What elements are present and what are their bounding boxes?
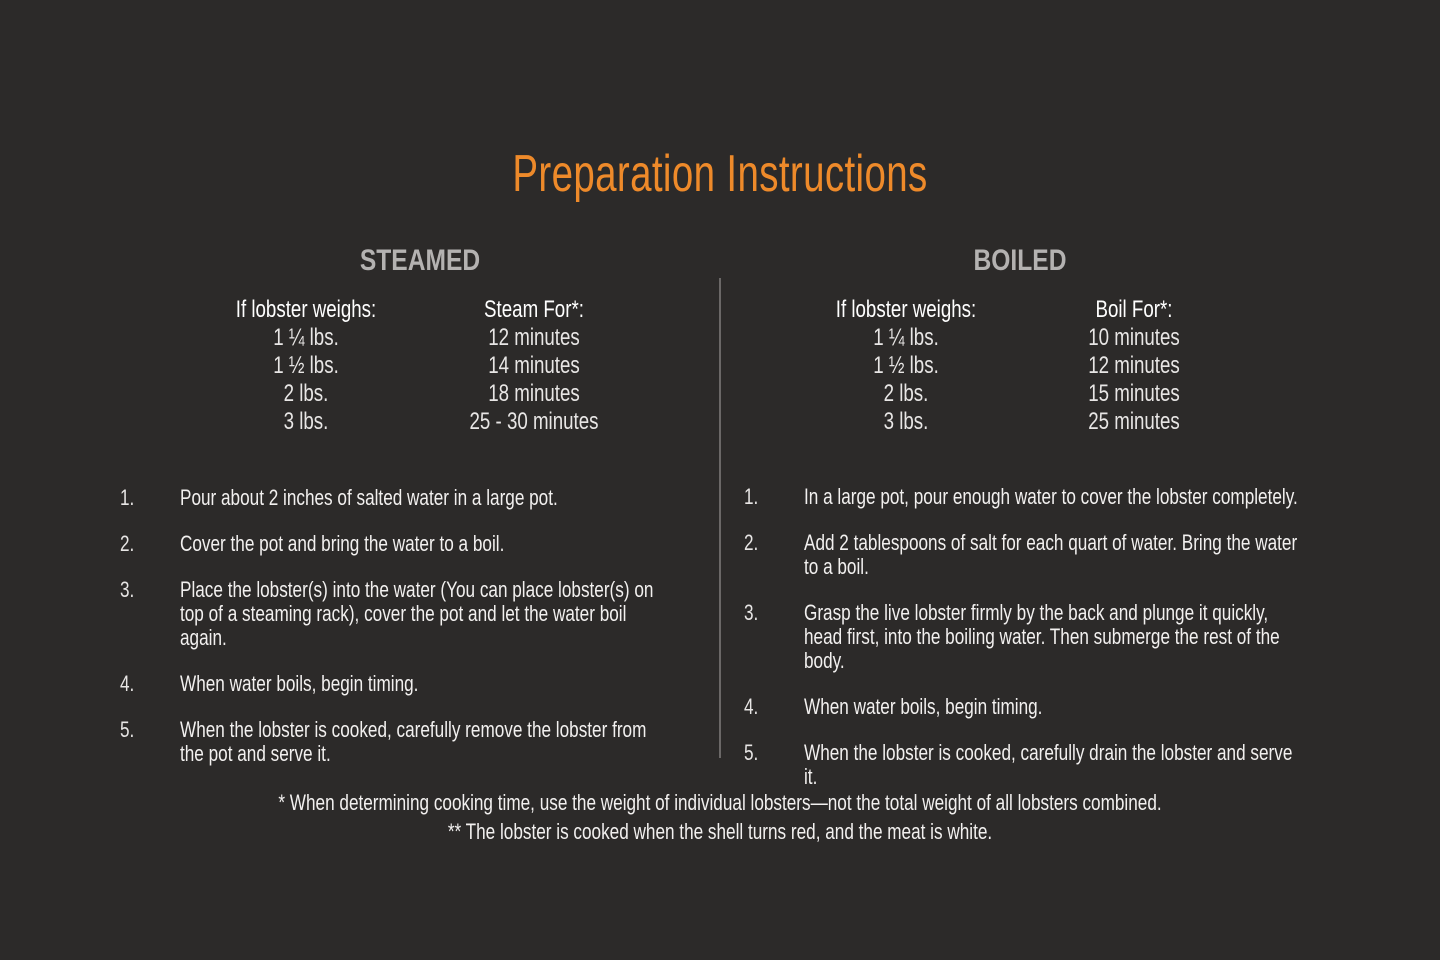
- steamed-weight-cell: 2 lbs.: [283, 380, 329, 407]
- steamed-heading: STEAMED: [359, 244, 481, 277]
- boiled-weight-cell: 2 lbs.: [883, 380, 929, 407]
- steamed-time-cell: 25 - 30 minutes: [469, 408, 599, 435]
- footnote-weight: * When determining cooking time, use the weight of individual lobsters—not the total weight of all lobsters combined.: [278, 790, 1162, 815]
- steamed-step: [120, 718, 740, 766]
- step-number: 5.: [120, 717, 135, 742]
- boiled-weight-cell: 3 lbs.: [883, 408, 929, 435]
- step-text: When water boils, begin timing.: [804, 694, 1043, 719]
- steamed-time-cell: 12 minutes: [488, 324, 580, 351]
- boiled-step: [744, 531, 1384, 579]
- boiled-weight-cell: 1 ½ lbs.: [873, 352, 939, 379]
- step-number: 1.: [744, 484, 759, 509]
- steamed-step: [120, 578, 740, 650]
- steamed-weight-cell: 3 lbs.: [283, 408, 329, 435]
- step-number: 4.: [120, 671, 135, 696]
- steamed-step: [120, 672, 740, 696]
- step-text: When the lobster is cooked, carefully remove the lobster from the pot and serve it.: [180, 717, 647, 766]
- step-text: Place the lobster(s) into the water (You can place lobster(s) on top of a steaming rack), cover the pot and let the water boil again.: [180, 577, 654, 650]
- steamed-weight-cell: 1 ¼ lbs.: [273, 324, 339, 351]
- boiled-steps: [744, 485, 1384, 811]
- boiled-step: [744, 695, 1384, 719]
- step-number: 3.: [744, 600, 759, 625]
- step-number: 5.: [744, 740, 759, 765]
- boiled-time-header: Boil For*:: [1095, 296, 1173, 323]
- steamed-steps: [120, 486, 740, 788]
- steamed-weight-header: If lobster weighs:: [235, 296, 377, 323]
- boiled-step: [744, 741, 1384, 789]
- boiled-heading: BOILED: [973, 244, 1067, 277]
- step-text: When water boils, begin timing.: [180, 671, 419, 696]
- footnote-doneness: ** The lobster is cooked when the shell turns red, and the meat is white.: [447, 819, 993, 844]
- steamed-time-cell: 18 minutes: [488, 380, 580, 407]
- steamed-step: [120, 486, 740, 510]
- step-number: 2.: [120, 531, 135, 556]
- step-text: When the lobster is cooked, carefully drain the lobster and serve it.: [804, 740, 1293, 789]
- boiled-time-column: [984, 296, 1284, 436]
- boiled-weight-cell: 1 ¼ lbs.: [873, 324, 939, 351]
- footnotes: [0, 788, 1440, 846]
- steamed-step: [120, 532, 740, 556]
- step-number: 1.: [120, 485, 135, 510]
- steamed-time-header: Steam For*:: [484, 296, 584, 323]
- step-number: 4.: [744, 694, 759, 719]
- steamed-time-column: [384, 296, 684, 436]
- boiled-time-cell: 10 minutes: [1088, 324, 1180, 351]
- step-text: Cover the pot and bring the water to a boil.: [180, 531, 505, 556]
- step-text: Grasp the live lobster firmly by the back and plunge it quickly, head first, into the boiling water. Then submerge the rest of the body.: [804, 600, 1280, 673]
- step-number: 3.: [120, 577, 135, 602]
- steamed-time-cell: 14 minutes: [488, 352, 580, 379]
- step-text: Pour about 2 inches of salted water in a large pot.: [180, 485, 558, 510]
- boiled-step: [744, 485, 1384, 509]
- step-number: 2.: [744, 530, 759, 555]
- step-text: Add 2 tablespoons of salt for each quart of water. Bring the water to a boil.: [804, 530, 1298, 579]
- boiled-step: [744, 601, 1384, 673]
- boiled-time-cell: 15 minutes: [1088, 380, 1180, 407]
- boiled-time-cell: 25 minutes: [1088, 408, 1180, 435]
- boiled-weight-header: If lobster weighs:: [835, 296, 977, 323]
- step-text: In a large pot, pour enough water to cover the lobster completely.: [804, 484, 1298, 509]
- page-title: Preparation Instructions: [512, 145, 928, 203]
- steamed-weight-cell: 1 ½ lbs.: [273, 352, 339, 379]
- boiled-time-cell: 12 minutes: [1088, 352, 1180, 379]
